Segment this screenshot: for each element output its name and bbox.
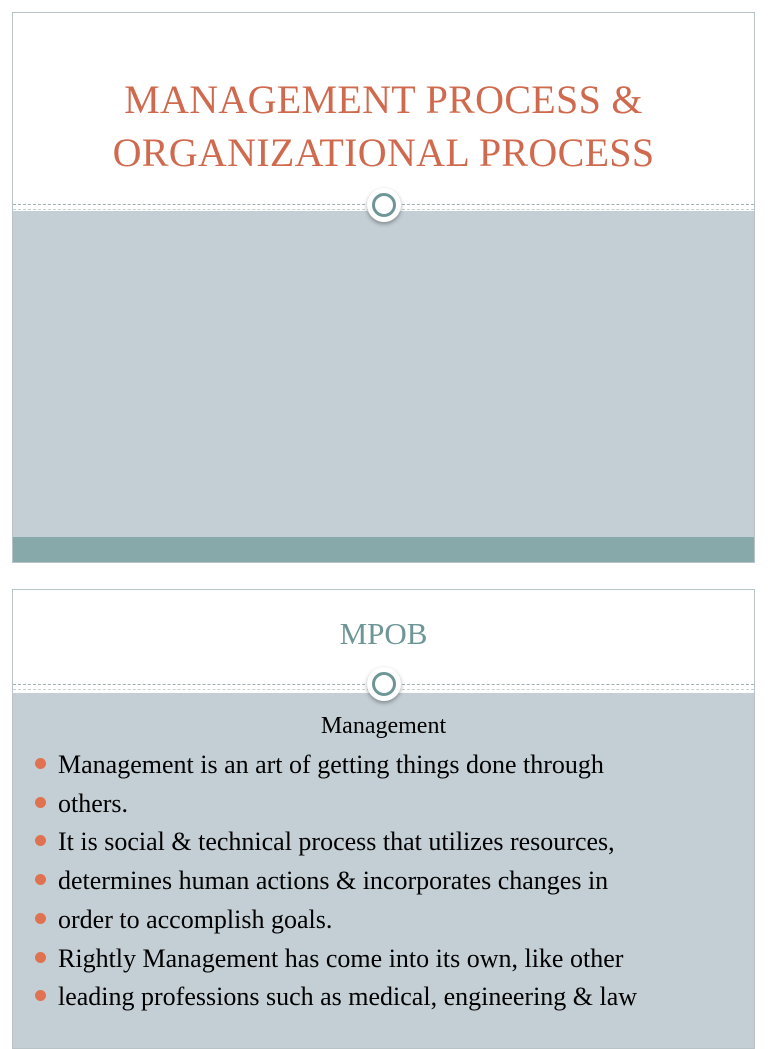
slide-1-content-band <box>13 211 754 537</box>
bullet-text: It is social & technical process that utilizes resources, <box>58 827 615 857</box>
slide-2-subheading: Management <box>320 713 447 739</box>
bullet-text: Rightly Management has come into its own, like other <box>58 943 624 973</box>
bullet-text: others. <box>58 788 129 818</box>
bullet-dot-icon <box>35 797 46 808</box>
slide-1-footer-strip <box>13 537 754 563</box>
bullet-dot-icon <box>35 874 46 885</box>
slide-2-body <box>13 710 754 1017</box>
slide-1-title <box>13 73 754 179</box>
slide-1-title-line-2: ORGANIZATIONAL PROCESS <box>112 130 655 175</box>
bullet-dot-icon <box>35 758 46 769</box>
bullet-dot-icon <box>35 835 46 846</box>
divider-ring-icon <box>367 188 401 222</box>
bullet-text: determines human actions & incorporates changes in <box>58 866 609 896</box>
bullet-list <box>13 746 754 1017</box>
bullet-dot-icon <box>35 952 46 963</box>
slide-1 <box>12 12 755 563</box>
bullet-dot-icon <box>35 913 46 924</box>
bullet-dot-icon <box>35 990 46 1001</box>
slide-2 <box>12 589 755 1049</box>
divider-ring-icon <box>367 667 401 701</box>
bullet-text: leading professions such as medical, engineering & law <box>58 982 638 1012</box>
list-item <box>13 978 754 1017</box>
list-item <box>13 862 754 901</box>
list-item <box>13 940 754 979</box>
slide-1-title-line-1: MANAGEMENT PROCESS & <box>124 77 643 122</box>
bullet-text: order to accomplish goals. <box>58 904 333 934</box>
list-item <box>13 746 754 785</box>
slide-2-title: MPOB <box>339 616 428 651</box>
bullet-text: Management is an art of getting things done through <box>58 750 604 779</box>
list-item <box>13 901 754 940</box>
list-item <box>13 823 754 862</box>
list-item <box>13 785 754 824</box>
